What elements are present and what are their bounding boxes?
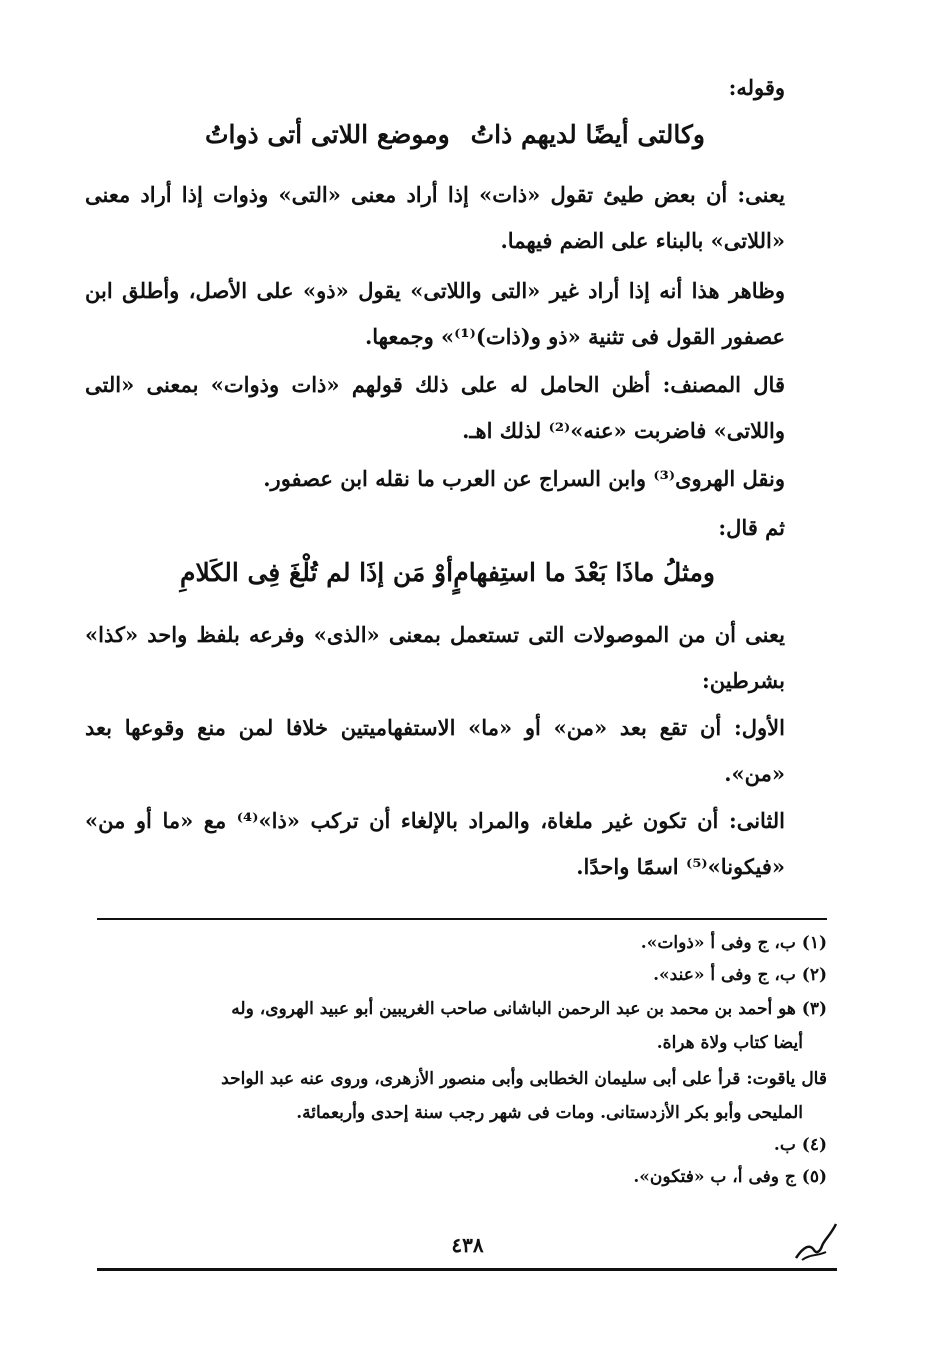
- verse-2-hemistich-2: أوْ مَن إذَا لم تُلْغَ فِى الكَلامِ: [180, 558, 454, 587]
- footnote-3-line-4: المليحى وأبو بكر الأزدستانى. ومات فى شهر رجب سنة إحدى وأربعمائة.: [296, 1103, 803, 1123]
- paragraph-3: قال المصنف: أظن الحامل له على ذلك قولهم «ذات وذوات» بمعنى «التى واللاتى» فاضربت «عنه»⁽²⁾ لذلك اهـ.: [85, 372, 785, 443]
- footnote-3-line-3: قال ياقوت: قرأ على أبى سليمان الخطابى وأبى منصور الأزهرى، وروى عنه عبد الواحد: [221, 1069, 827, 1089]
- paragraph-2: وظاهر هذا أنه إذا أراد غير «التى واللاتى» يقول «ذو» على الأصل، وأطلق ابن عصفور القول فى تثنية «ذو و(ذات)⁽¹⁾» وجمعها.: [85, 278, 785, 349]
- footnote-4: (٤) ب.: [773, 1135, 827, 1155]
- footnote-1: (١) ب، ج وفى أ «ذوات».: [640, 933, 827, 953]
- intro-line-2: ثم قال:: [718, 515, 785, 540]
- verse-1-hemistich-1: وكالتى أيضًا لديهم ذاتُ: [470, 120, 705, 149]
- footnote-3-line-1: (٣) هو أحمد بن محمد بن عبد الرحمن الباشانى صاحب الغريبين أبو عبيد الهروى، وله: [231, 999, 827, 1019]
- paragraph-5: يعنى أن من الموصولات التى تستعمل بمعنى «الذى» وفرعه بلفظ واحد «كذا» بشرطين:: [85, 622, 785, 693]
- paragraph-1: يعنى: أن بعض طيئ تقول «ذات» إذا أراد معنى «التى» وذوات إذا أراد معنى «اللاتى» بالبناء على الضم فيهما.: [85, 182, 785, 253]
- footnote-2: (٢) ب، ج وفى أ «عند».: [653, 965, 827, 985]
- handwritten-mark-icon: [792, 1216, 840, 1264]
- footnote-separator: [97, 918, 827, 920]
- page-number: ٤٣٨: [451, 1233, 484, 1257]
- paragraph-6: الأول: أن تقع بعد «من» أو «ما» الاستفهاميتين خلافا لمن منع وقوعها بعد «من».: [85, 715, 785, 786]
- intro-line-1: وقوله:: [728, 75, 785, 100]
- footnote-5: (٥) ج وفى أ، ب «فتكون».: [633, 1167, 827, 1187]
- verse-2-hemistich-1: ومثلُ ماذَا بَعْدَ ما استِفهامٍ: [453, 558, 715, 587]
- verse-1-hemistich-2: وموضع اللاتى أتى ذواتُ: [205, 120, 450, 149]
- bottom-rule: [97, 1268, 837, 1271]
- footnote-3-line-2: أيضا كتاب ولاة هراة.: [656, 1033, 803, 1053]
- paragraph-4: ونقل الهروى⁽³⁾ وابن السراج عن العرب ما نقله ابن عصفور.: [263, 466, 785, 491]
- paragraph-7: الثانى: أن تكون غير ملغاة، والمراد بالإلغاء أن تركب «ذا»⁽⁴⁾ مع «ما أو من» «فيكونا»⁽⁵⁾ اسمًا واحدًا.: [85, 808, 786, 879]
